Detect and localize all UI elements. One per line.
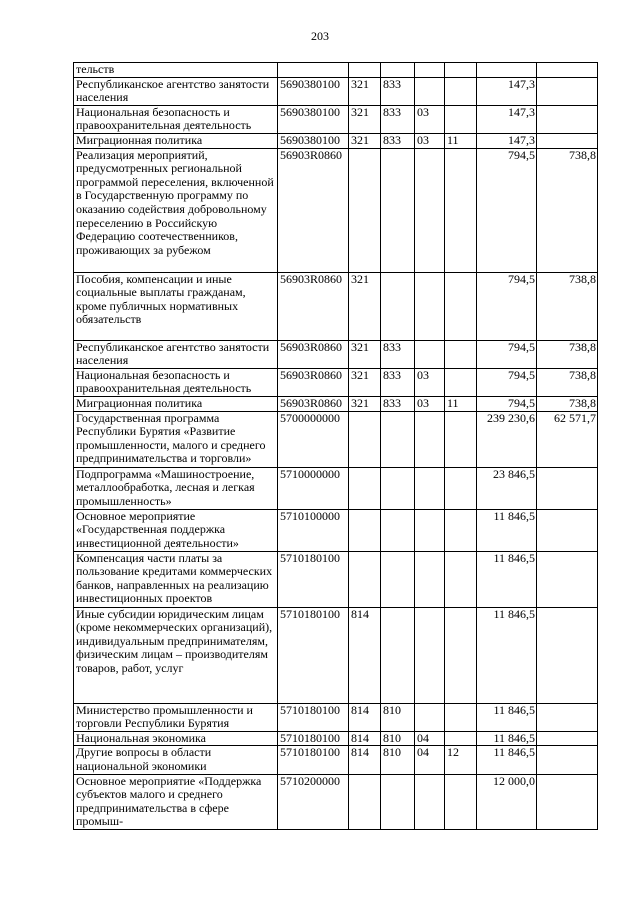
cell-sum2: 738,8 [537, 148, 598, 272]
cell-sum1 [477, 63, 537, 78]
cell-vr: 814 [349, 703, 381, 731]
cell-name: Республиканское агентство занятости населения [74, 340, 278, 368]
cell-csr: 5710000000 [278, 467, 349, 509]
cell-sum1: 11 846,5 [477, 509, 537, 551]
cell-rz [415, 77, 445, 105]
cell-gr: 810 [381, 703, 415, 731]
cell-name: Государственная программа Республики Бурятия «Развитие промышленности, малого и среднего предпринимательства и торговли» [74, 411, 278, 467]
cell-rz [415, 148, 445, 272]
cell-name: Подпрограмма «Машиностроение, металлообработка, лесная и легкая промышленность» [74, 467, 278, 509]
cell-vr: 321 [349, 105, 381, 133]
cell-sum2 [537, 607, 598, 703]
cell-gr [381, 411, 415, 467]
cell-pr [445, 272, 477, 340]
cell-vr [349, 411, 381, 467]
table-row [74, 396, 598, 411]
table-row [74, 774, 598, 829]
cell-rz [415, 340, 445, 368]
cell-vr [349, 774, 381, 829]
cell-rz [415, 272, 445, 340]
cell-vr [349, 509, 381, 551]
cell-gr: 810 [381, 746, 415, 774]
table-row [74, 368, 598, 396]
cell-sum2 [537, 551, 598, 607]
cell-sum1: 239 230,6 [477, 411, 537, 467]
cell-name: Министерство промышленности и торговли Республики Бурятия [74, 703, 278, 731]
cell-sum1: 794,5 [477, 272, 537, 340]
cell-sum1: 23 846,5 [477, 467, 537, 509]
cell-sum1: 794,5 [477, 340, 537, 368]
cell-sum2 [537, 467, 598, 509]
cell-vr: 321 [349, 133, 381, 148]
table-row [74, 467, 598, 509]
cell-vr [349, 467, 381, 509]
cell-csr: 56903R0860 [278, 368, 349, 396]
table-row [74, 731, 598, 746]
cell-rz [415, 411, 445, 467]
cell-name: Реализация мероприятий, предусмотренных региональной программой переселения, включенной в Государственную программу по оказанию содействия добровольному переселению в Российскую Федерацию соотечественников, проживающих за рубежом [74, 148, 278, 272]
cell-pr [445, 148, 477, 272]
cell-name: Иные субсидии юридическим лицам (кроме некоммерческих организаций), индивидуальным предпринимателям, физическим лицам – производителям товаров, работ, услуг [74, 607, 278, 703]
cell-pr [445, 77, 477, 105]
cell-sum2 [537, 703, 598, 731]
cell-rz [415, 703, 445, 731]
cell-name: Национальная экономика [74, 731, 278, 746]
cell-sum2 [537, 133, 598, 148]
cell-sum1: 794,5 [477, 396, 537, 411]
cell-gr: 833 [381, 133, 415, 148]
cell-vr [349, 551, 381, 607]
cell-csr: 56903R0860 [278, 396, 349, 411]
cell-csr: 5710180100 [278, 703, 349, 731]
cell-sum1: 11 846,5 [477, 731, 537, 746]
cell-rz: 04 [415, 731, 445, 746]
cell-sum2: 738,8 [537, 340, 598, 368]
cell-pr: 12 [445, 746, 477, 774]
cell-pr [445, 774, 477, 829]
cell-sum2 [537, 746, 598, 774]
cell-pr [445, 509, 477, 551]
cell-vr [349, 148, 381, 272]
cell-name: тельств [74, 63, 278, 78]
cell-name: Национальная безопасность и правоохранительная деятельность [74, 368, 278, 396]
cell-pr [445, 368, 477, 396]
table-row [74, 340, 598, 368]
cell-rz [415, 467, 445, 509]
table-row [74, 411, 598, 467]
cell-sum2: 738,8 [537, 272, 598, 340]
cell-vr: 814 [349, 731, 381, 746]
cell-sum2 [537, 77, 598, 105]
cell-gr [381, 774, 415, 829]
cell-rz: 04 [415, 746, 445, 774]
cell-csr: 5710200000 [278, 774, 349, 829]
cell-sum1: 11 846,5 [477, 746, 537, 774]
cell-pr [445, 63, 477, 78]
cell-sum1: 12 000,0 [477, 774, 537, 829]
cell-vr: 814 [349, 607, 381, 703]
cell-gr [381, 63, 415, 78]
cell-csr: 5690380100 [278, 105, 349, 133]
cell-gr [381, 607, 415, 703]
cell-vr: 814 [349, 746, 381, 774]
cell-name: Компенсация части платы за пользование кредитами коммерческих банков, направленных на реализацию инвестиционных проектов [74, 551, 278, 607]
cell-sum2 [537, 774, 598, 829]
cell-csr [278, 63, 349, 78]
cell-sum1: 11 846,5 [477, 551, 537, 607]
budget-table [73, 62, 598, 830]
cell-sum2: 738,8 [537, 396, 598, 411]
cell-pr [445, 731, 477, 746]
cell-vr [349, 63, 381, 78]
table-row [74, 63, 598, 78]
cell-csr: 5690380100 [278, 77, 349, 105]
cell-sum1: 794,5 [477, 148, 537, 272]
cell-vr: 321 [349, 272, 381, 340]
table-row [74, 551, 598, 607]
cell-sum2 [537, 105, 598, 133]
cell-csr: 5710180100 [278, 551, 349, 607]
cell-sum1: 147,3 [477, 105, 537, 133]
cell-pr [445, 607, 477, 703]
cell-csr: 5710180100 [278, 731, 349, 746]
cell-gr [381, 509, 415, 551]
cell-sum2 [537, 63, 598, 78]
cell-sum2 [537, 509, 598, 551]
cell-pr: 11 [445, 133, 477, 148]
cell-pr [445, 105, 477, 133]
cell-csr: 5700000000 [278, 411, 349, 467]
table-row [74, 746, 598, 774]
cell-rz [415, 774, 445, 829]
cell-rz: 03 [415, 105, 445, 133]
cell-name: Миграционная политика [74, 133, 278, 148]
cell-name: Республиканское агентство занятости населения [74, 77, 278, 105]
cell-rz [415, 551, 445, 607]
cell-gr: 833 [381, 368, 415, 396]
cell-gr: 833 [381, 105, 415, 133]
cell-pr [445, 411, 477, 467]
table-row [74, 607, 598, 703]
cell-pr [445, 551, 477, 607]
cell-name: Национальная безопасность и правоохранительная деятельность [74, 105, 278, 133]
cell-sum2: 62 571,7 [537, 411, 598, 467]
table-row [74, 148, 598, 272]
page-number: 203 [311, 29, 329, 43]
cell-sum1: 11 846,5 [477, 607, 537, 703]
cell-csr: 5710180100 [278, 607, 349, 703]
cell-gr: 833 [381, 340, 415, 368]
cell-rz: 03 [415, 368, 445, 396]
cell-csr: 56903R0860 [278, 272, 349, 340]
cell-pr: 11 [445, 396, 477, 411]
cell-csr: 5710100000 [278, 509, 349, 551]
cell-sum1: 147,3 [477, 133, 537, 148]
cell-sum1: 11 846,5 [477, 703, 537, 731]
table-row [74, 509, 598, 551]
cell-vr: 321 [349, 340, 381, 368]
cell-name: Другие вопросы в области национальной экономики [74, 746, 278, 774]
cell-csr: 5690380100 [278, 133, 349, 148]
cell-name: Основное мероприятие «Поддержка субъектов малого и среднего предпринимательства в сфере промыш- [74, 774, 278, 829]
cell-gr: 833 [381, 396, 415, 411]
cell-name: Пособия, компенсации и иные социальные выплаты гражданам, кроме публичных нормативных обязательств [74, 272, 278, 340]
table-row [74, 133, 598, 148]
cell-sum1: 794,5 [477, 368, 537, 396]
cell-gr: 833 [381, 77, 415, 105]
cell-rz: 03 [415, 133, 445, 148]
cell-gr [381, 272, 415, 340]
cell-csr: 56903R0860 [278, 340, 349, 368]
cell-sum1: 147,3 [477, 77, 537, 105]
cell-name: Миграционная политика [74, 396, 278, 411]
table-row [74, 272, 598, 340]
cell-vr: 321 [349, 77, 381, 105]
cell-sum2: 738,8 [537, 368, 598, 396]
cell-gr [381, 148, 415, 272]
cell-gr: 810 [381, 731, 415, 746]
cell-pr [445, 703, 477, 731]
cell-pr [445, 467, 477, 509]
cell-rz: 03 [415, 396, 445, 411]
cell-pr [445, 340, 477, 368]
cell-csr: 5710180100 [278, 746, 349, 774]
table-row [74, 77, 598, 105]
cell-csr: 56903R0860 [278, 148, 349, 272]
cell-gr [381, 467, 415, 509]
cell-vr: 321 [349, 396, 381, 411]
cell-rz [415, 63, 445, 78]
table-body [74, 63, 598, 830]
cell-rz [415, 607, 445, 703]
table-row [74, 703, 598, 731]
cell-gr [381, 551, 415, 607]
cell-rz [415, 509, 445, 551]
cell-sum2 [537, 731, 598, 746]
cell-name: Основное мероприятие «Государственная поддержка инвестиционной деятельности» [74, 509, 278, 551]
table-row [74, 105, 598, 133]
cell-vr: 321 [349, 368, 381, 396]
